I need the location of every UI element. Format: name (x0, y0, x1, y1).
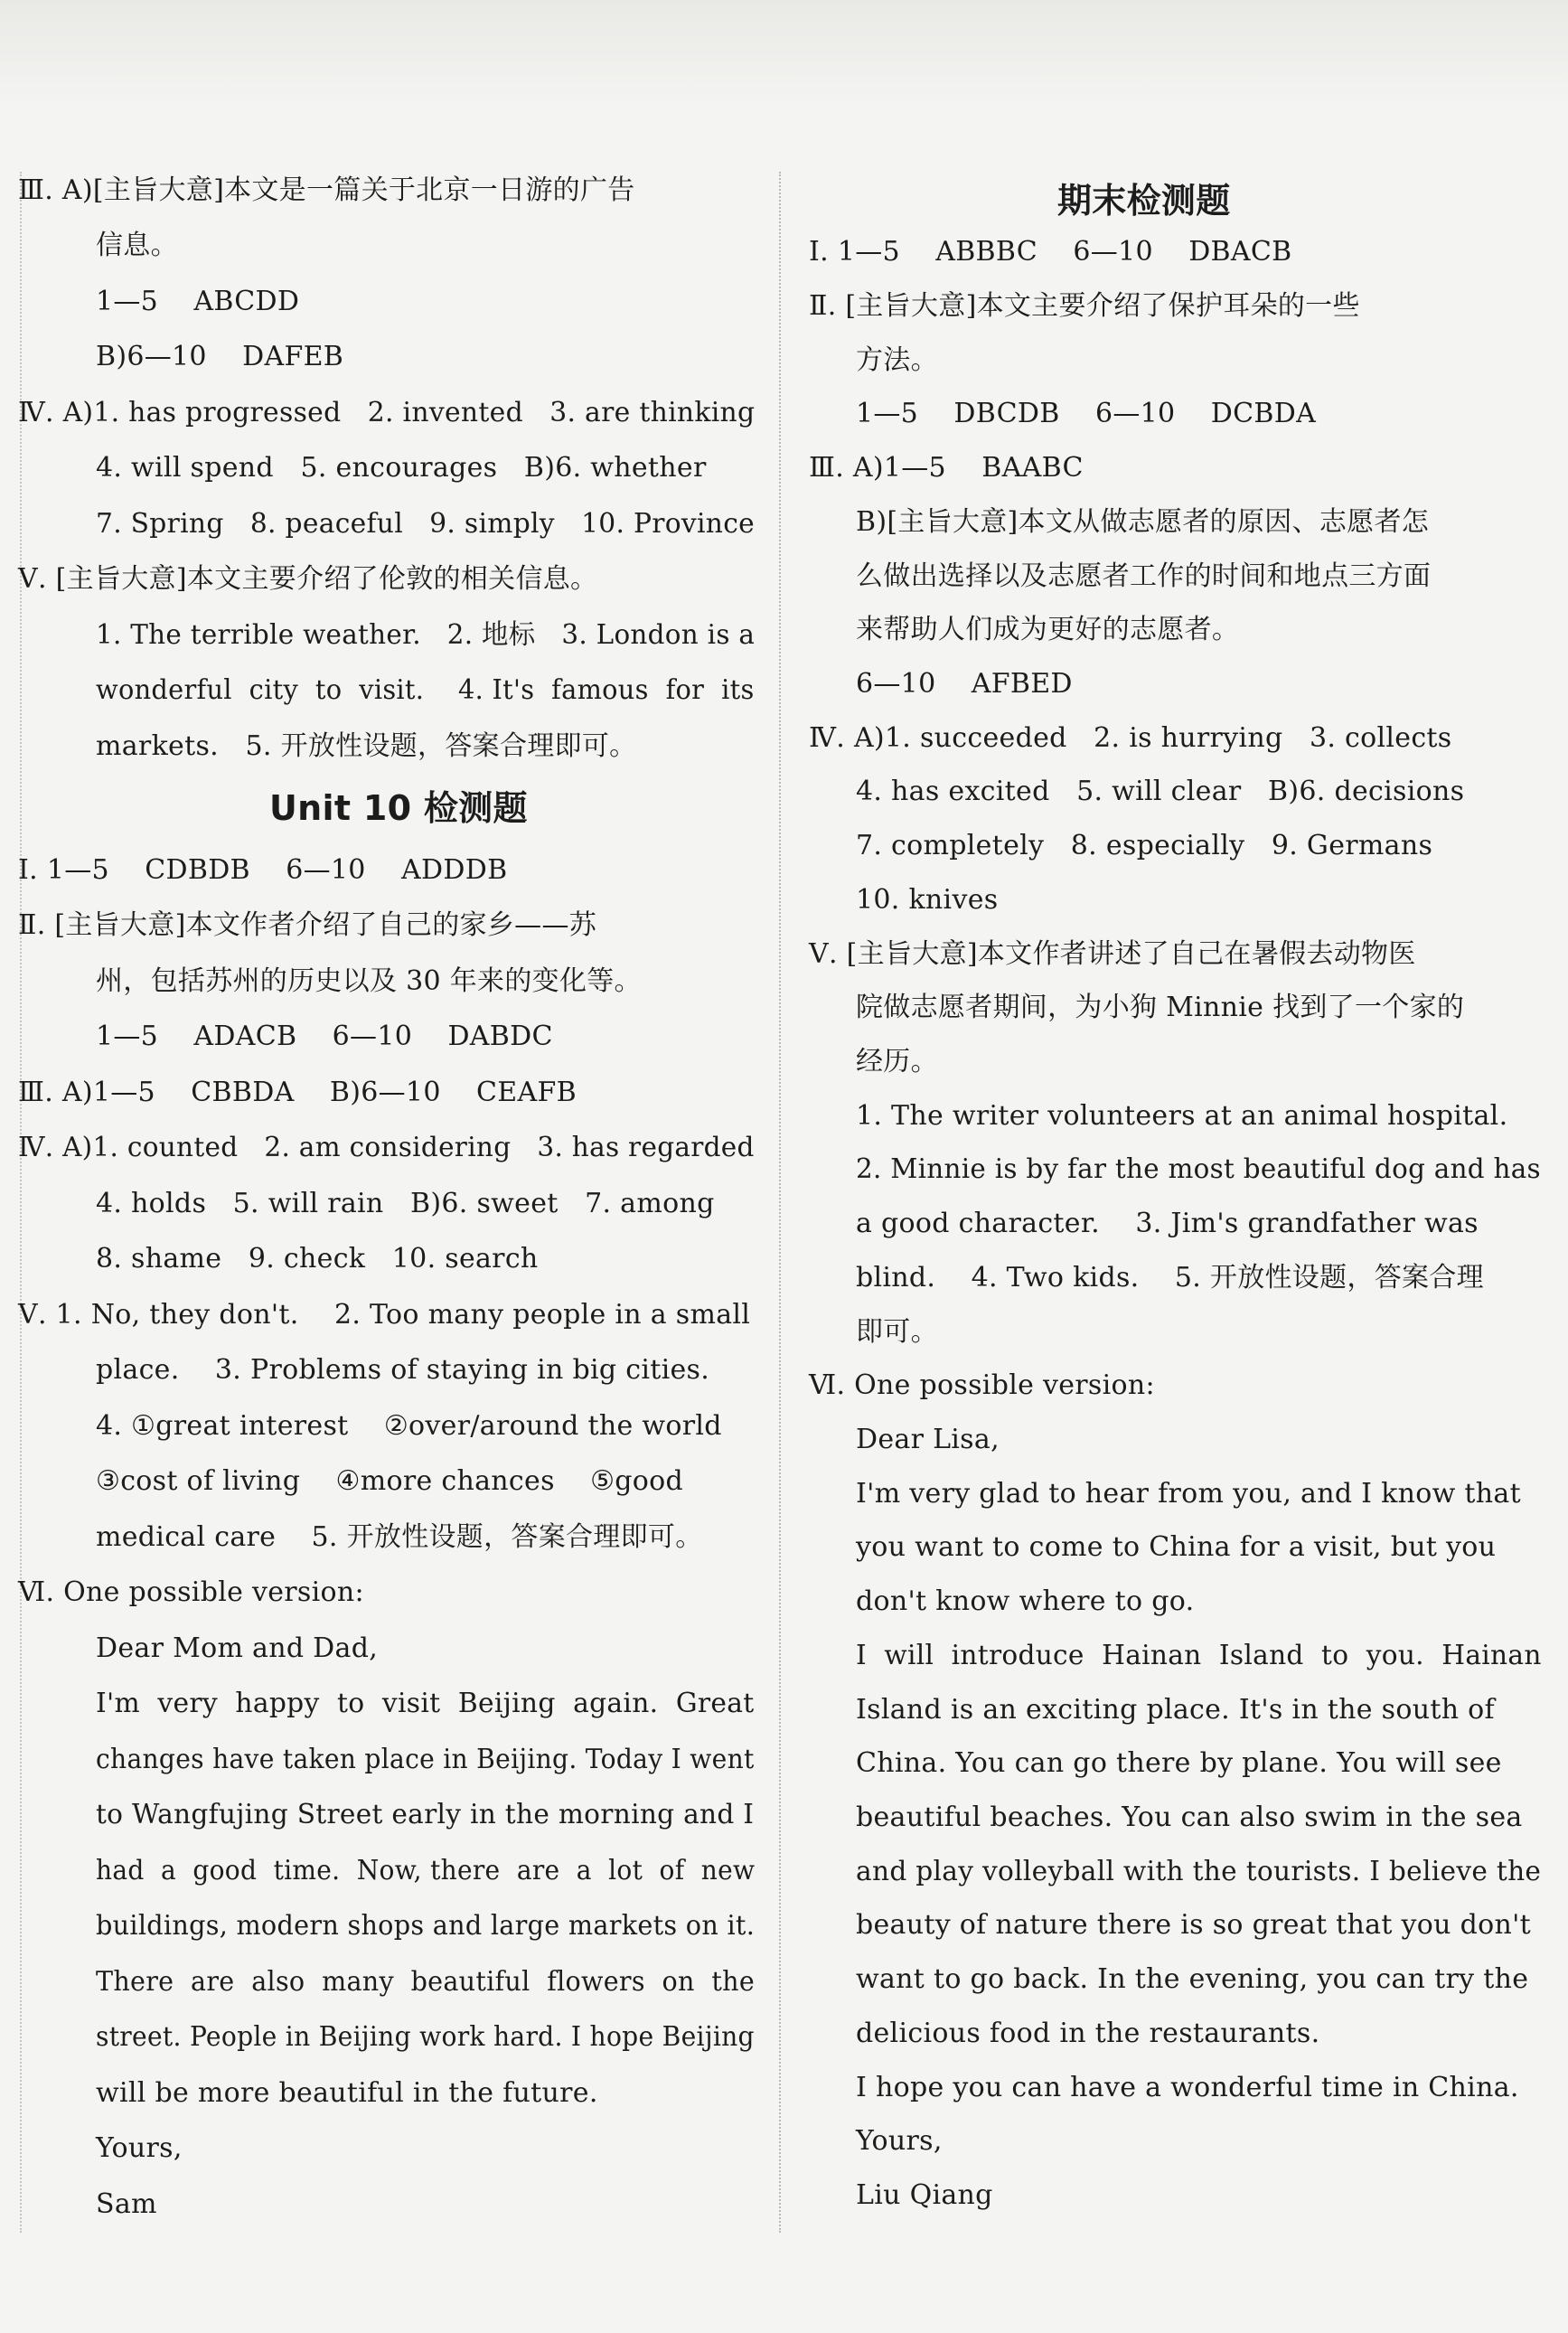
answer-line: 1—5 ABCDD (96, 286, 300, 317)
letter-line: China. You can go there by plane. You will see (856, 1747, 1502, 1779)
answer-line: 7. Spring 8. peaceful 9. simply 10. Province (96, 508, 756, 540)
letter-line: and play volleyball with the tourists. I believe the (856, 1856, 1542, 1887)
answer-line: 7. completely 8. especially 9. Germans (856, 830, 1433, 861)
answer-line: 即可。 (856, 1316, 938, 1348)
letter-line: want to go back. In the evening, you can try the (856, 1963, 1529, 1995)
answer-line: medical care 5. 开放性设题，答案合理即可。 (96, 1521, 703, 1553)
letter-line: Dear Lisa, (856, 1424, 1000, 1455)
answer-line: 1. The terrible weather. 2. 地标 3. London is a (96, 619, 756, 651)
answer-line: 来帮助人们成为更好的志愿者。 (856, 614, 1240, 645)
answer-line: 1—5 ADACB 6—10 DABDC (96, 1021, 553, 1052)
answer-line: Ⅵ. One possible version: (809, 1369, 1155, 1401)
answer-line: 6—10 AFBED (856, 668, 1073, 700)
answer-line: 10. knives (856, 884, 999, 916)
answer-line: B)[主旨大意]本文从做志愿者的原因、志愿者怎 (856, 506, 1430, 538)
column-divider (779, 172, 781, 2233)
answer-line: Ⅳ. A)1. has progressed 2. invented 3. are thinking (18, 397, 756, 428)
left-margin-rule (20, 172, 22, 2233)
letter-line: you want to come to China for a visit, but you (856, 1531, 1497, 1563)
letter-line: delicious food in the restaurants. (856, 2018, 1320, 2049)
answer-line: 1. The writer volunteers at an animal hospital. (856, 1100, 1508, 1132)
answer-line: 州，包括苏州的历史以及 30 年来的变化等。 (96, 965, 642, 997)
page-top-shade (0, 0, 1568, 108)
answer-line: 8. shame 9. check 10. search (96, 1243, 539, 1275)
answer-line: 么做出选择以及志愿者工作的时间和地点三方面 (856, 560, 1432, 592)
answer-line: 1—5 DBCDB 6—10 DCBDA (856, 398, 1317, 429)
letter-line: Yours, (856, 2125, 943, 2157)
answer-line: wonderful city to visit. 4. It's famous for its (96, 674, 755, 706)
letter-line: street. People in Beijing work hard. I hope Beijing (96, 2021, 755, 2053)
answer-line: Ⅲ. A)[主旨大意]本文是一篇关于北京一日游的广告 (18, 174, 635, 206)
letter-line: Yours, (96, 2132, 183, 2164)
answer-line: Ⅰ. 1—5 CDBDB 6—10 ADDDB (18, 854, 508, 886)
letter-line: I'm very happy to visit Beijing again. Great (96, 1688, 755, 1719)
letter-line: Liu Qiang (856, 2179, 993, 2211)
answer-line: markets. 5. 开放性设题，答案合理即可。 (96, 730, 637, 762)
answer-line: B)6—10 DAFEB (96, 341, 344, 372)
letter-line: I hope you can have a wonderful time in China. (856, 2072, 1519, 2103)
answer-line: Ⅳ. A)1. succeeded 2. is hurrying 3. collects (809, 722, 1452, 754)
letter-line: Sam (96, 2188, 157, 2220)
answer-line: 信息。 (96, 230, 178, 261)
answer-line: 4. ①great interest ②over/around the world (96, 1410, 722, 1442)
letter-line: I'm very glad to hear from you, and I know that (856, 1478, 1521, 1510)
answer-line: 经历。 (856, 1046, 938, 1077)
letter-line: changes have taken place in Beijing. Today I went (96, 1744, 755, 1775)
answer-line: blind. 4. Two kids. 5. 开放性设题，答案合理 (856, 1262, 1484, 1293)
answer-line: 4. will spend 5. encourages B)6. whether (96, 452, 707, 484)
letter-line: don't know where to go. (856, 1585, 1195, 1617)
letter-line: to Wangfujing Street early in the morning and I (96, 1799, 755, 1830)
answer-line: 方法。 (856, 344, 938, 376)
letter-line: will be more beautiful in the future. (96, 2077, 598, 2109)
answer-line: place. 3. Problems of staying in big cities. (96, 1354, 710, 1386)
letter-line: had a good time. Now, there are a lot of new (96, 1855, 756, 1886)
answer-line: a good character. 3. Jim's grandfather was (856, 1208, 1479, 1239)
letter-line: beautiful beaches. You can also swim in the sea (856, 1801, 1523, 1833)
answer-line: Ⅴ. 1. No, they don't. 2. Too many people in a small (18, 1299, 751, 1331)
answer-line: Ⅲ. A)1—5 BAABC (809, 452, 1084, 484)
answer-line: Ⅱ. [主旨大意]本文主要介绍了保护耳朵的一些 (809, 290, 1360, 322)
answer-line: Ⅳ. A)1. counted 2. am considering 3. has regarded (18, 1132, 755, 1163)
letter-line: buildings, modern shops and large markets on it. (96, 1910, 756, 1942)
answer-line: ③cost of living ④more chances ⑤good (96, 1465, 684, 1497)
answer-line: Ⅵ. One possible version: (18, 1576, 364, 1608)
unit-10-title: Unit 10 检测题 (269, 788, 528, 828)
letter-line: There are also many beautiful flowers on the (96, 1966, 756, 1998)
answer-line: 院做志愿者期间，为小狗 Minnie 找到了一个家的 (856, 992, 1465, 1023)
letter-line: Dear Mom and Dad, (96, 1632, 379, 1664)
letter-line: Island is an exciting place. It's in the south of (856, 1694, 1495, 1726)
letter-line: I will introduce Hainan Island to you. Hainan (856, 1640, 1542, 1671)
answer-line: 2. Minnie is by far the most beautiful dog and has (856, 1153, 1541, 1185)
letter-line: beauty of nature there is so great that you don't (856, 1909, 1531, 1941)
answer-line: Ⅴ. [主旨大意]本文主要介绍了伦敦的相关信息。 (18, 563, 598, 595)
answer-line: Ⅴ. [主旨大意]本文作者讲述了自己在暑假去动物医 (809, 938, 1416, 970)
answer-line: 4. has excited 5. will clear B)6. decisions (856, 776, 1465, 807)
final-test-title: 期末检测题 (1057, 181, 1231, 221)
answer-line: 4. holds 5. will rain B)6. sweet 7. among (96, 1188, 715, 1219)
answer-line: Ⅲ. A)1—5 CBBDA B)6—10 CEAFB (18, 1077, 577, 1108)
answer-line: Ⅱ. [主旨大意]本文作者介绍了自己的家乡——苏 (18, 909, 597, 941)
answer-line: Ⅰ. 1—5 ABBBC 6—10 DBACB (809, 236, 1292, 268)
